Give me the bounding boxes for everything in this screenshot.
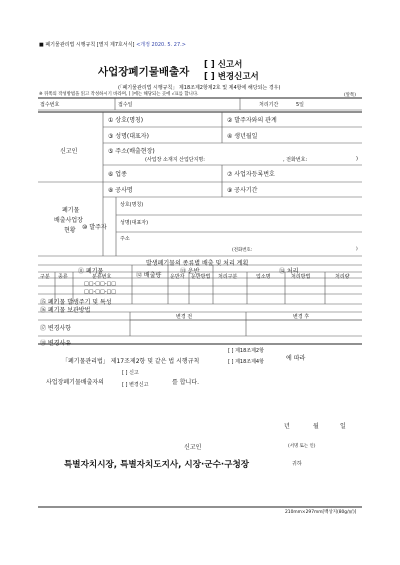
statement-part3: 사업장폐기물배출자의 — [46, 379, 104, 386]
field-birth-date[interactable]: ④ 생년월일 — [227, 133, 258, 140]
processing-period-label: 처리기간 — [259, 102, 279, 108]
statement-part4: 를 합니다. — [172, 379, 199, 386]
field-address-industrial-complex: (사업장 소재지 산업단지명: — [145, 157, 205, 163]
field-project-name[interactable]: ⑧ 공사명 — [108, 187, 133, 194]
page-side-label: (앞쪽) — [344, 93, 356, 98]
sub-treatment-amount: 처리량 — [335, 274, 350, 280]
sub-carrier: 운반자 — [170, 274, 185, 280]
form-header — [39, 41, 186, 48]
col-treatment: ⑭ 처리 — [279, 268, 299, 275]
statement-part2: 에 따라 — [286, 355, 306, 362]
checkbox-art18-4[interactable]: [ ] 제18조제4항 — [228, 359, 264, 365]
field-client-name[interactable]: 상호(명칭) — [120, 202, 144, 208]
waste-code-row-1[interactable]: □□-□□-□□ — [84, 281, 116, 287]
revision-note: <개정 2020. 5. 27.> — [136, 42, 186, 48]
field-change-reason[interactable]: ⑱ 변경사유 — [40, 340, 72, 347]
receipt-number-label: 접수번호 — [40, 102, 60, 108]
title-main: 사업장폐기물배출자 — [98, 66, 190, 78]
field-client-phone-close: ) — [356, 247, 358, 252]
site-section-label-3: 현황 — [64, 227, 76, 234]
sub-category: 구분 — [40, 274, 50, 280]
field-client-representative[interactable]: 성명(대표자) — [120, 220, 149, 226]
sub-class-number: 분류번호 — [92, 274, 112, 280]
sub-treatment-method: 처리방법 — [291, 274, 311, 280]
site-section-label-2: 배출사업장 — [54, 217, 83, 224]
subtitle: (「폐기물관리법 시행규칙」 제18조제2항제2호 및 제4항에 해당되는 경우) — [118, 85, 281, 91]
field-change-item[interactable]: ⑰ 변경사항 — [40, 325, 72, 332]
law-reference: 폐기물관리법 시행규칙 [별지 제7호서식] — [45, 42, 135, 48]
processing-period-value: 5일 — [296, 102, 305, 108]
checkbox-art18-2[interactable]: [ ] 제18조제2항 — [228, 348, 264, 354]
field-address[interactable]: ⑤ 주소(배출현장) — [108, 148, 155, 155]
sub-transport-method: 운반방법 — [191, 274, 211, 280]
field-business-name[interactable]: ① 상호(명칭) — [108, 117, 144, 124]
date-month-label[interactable]: 월 — [313, 423, 319, 430]
date-year-label[interactable]: 년 — [284, 423, 290, 430]
field-client: ⑩ 발주자 — [82, 224, 107, 231]
field-waste-cycle[interactable]: ⑮ 폐기물 발생주기 및 특성 — [40, 299, 112, 306]
field-project-period[interactable]: ⑨ 공사기간 — [227, 187, 258, 194]
signature-label: 신고인 — [184, 444, 202, 451]
waste-plan-title: 발생폐기물의 종류별 배출 및 처리 계획 — [146, 260, 249, 267]
date-day-label[interactable]: 일 — [340, 423, 346, 430]
signature-field[interactable]: (서명 또는 인) — [288, 444, 316, 449]
sub-treatment-category: 처리구분 — [218, 274, 238, 280]
receipt-date-label: 접수일 — [118, 102, 133, 108]
addressee-suffix: 귀하 — [292, 461, 302, 467]
reporter-section-label: 신고인 — [60, 148, 78, 155]
waste-code-row-2[interactable]: □□-□□-□□ — [84, 289, 116, 295]
field-waste-storage[interactable]: ⑯ 폐기물 보관방법 — [40, 307, 91, 314]
field-relation-to-client[interactable]: ② 발주자와의 관계 — [227, 117, 277, 124]
change-before-label: 변경 전 — [176, 314, 193, 320]
field-client-address[interactable]: 주소 — [120, 236, 130, 242]
field-client-phone[interactable]: (전화번호: — [232, 248, 253, 253]
title-option-change[interactable]: [ ] 변경신고서 — [204, 72, 259, 82]
paper-spec: 210mm×297mm[백상지(80g/㎡)] — [285, 510, 357, 515]
instruction-note: ※ 뒤쪽의 작성방법을 읽고 작성하시기 바라며, [ ]에는 해당되는 곳에 √표를 합니다. — [39, 92, 199, 97]
site-section-label-1: 폐기물 — [62, 207, 80, 214]
addressee-name: 특별자치시장, 특별자치도지사, 시장·군수·구청장 — [64, 460, 250, 470]
field-industry[interactable]: ⑥ 업종 — [108, 171, 127, 178]
change-after-label: 변경 후 — [293, 314, 310, 320]
col-waste: ⑪ 폐기물 — [78, 268, 104, 275]
sub-kind: 종류 — [58, 274, 68, 280]
field-address-phone: , 전화번호: — [283, 157, 308, 163]
field-business-reg-number[interactable]: ⑦ 사업자등록번호 — [227, 171, 275, 178]
title-option-report[interactable]: [ ] 신고서 — [204, 60, 243, 70]
field-representative[interactable]: ③ 성명(대표자) — [108, 133, 149, 140]
sub-company-name: 업소명 — [256, 274, 271, 280]
field-address-close: ) — [356, 156, 358, 162]
statement-part1: 「폐기물관리법」 제17조제2항 및 같은 법 시행규칙 — [62, 358, 200, 365]
checkbox-report[interactable]: [ ] 신고 — [122, 370, 139, 376]
checkbox-change-report[interactable]: [ ] 변경신고 — [122, 382, 149, 388]
col-discharge-amount: ⑫ 배출량 — [136, 272, 162, 279]
header-bullet: ■ — [39, 42, 44, 48]
col-transport: ⑬ 운반 — [180, 268, 200, 275]
